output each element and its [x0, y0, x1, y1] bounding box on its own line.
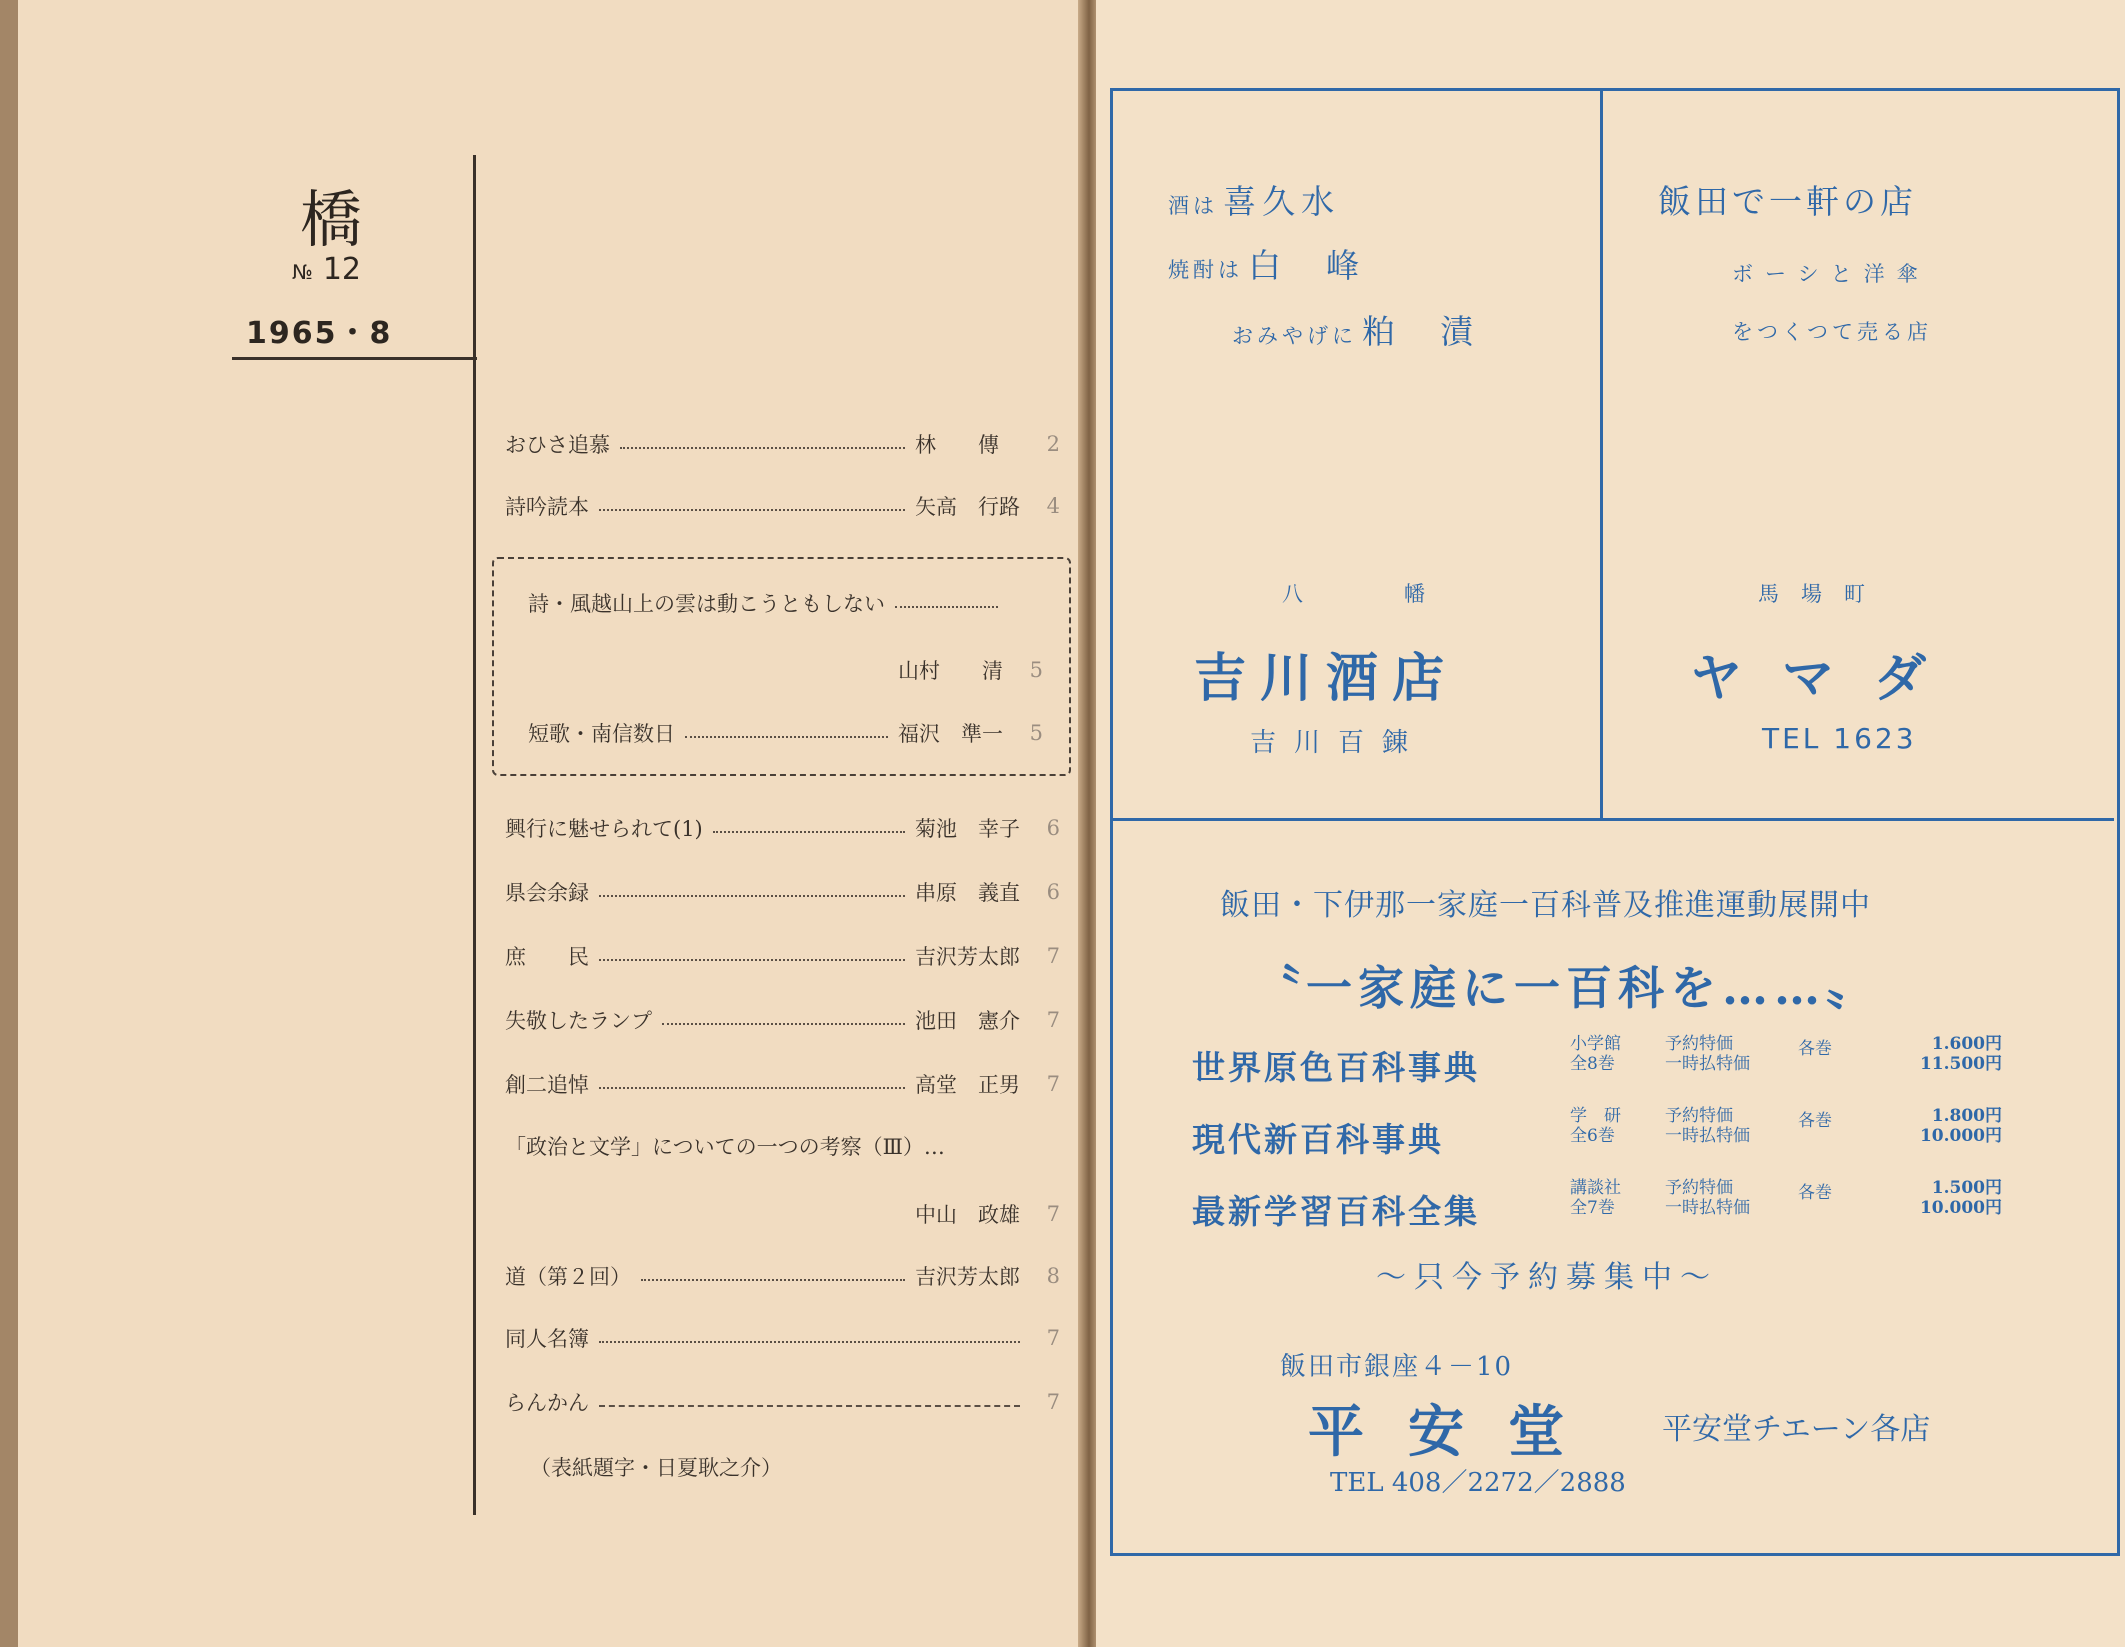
- toc-title: 道（第２回）: [505, 1265, 631, 1289]
- ad3-tel: TEL 408／2272／2888: [1330, 1468, 1626, 1498]
- issue-number: [292, 252, 361, 287]
- leader-dots: [641, 1279, 905, 1281]
- toc-author: 矢高 行路: [915, 495, 1020, 519]
- ad1-line2: [1168, 240, 1365, 287]
- toc-title: 「政治と文学」についての一つの考察（Ⅲ）…: [505, 1135, 945, 1159]
- leader-dots: [685, 736, 888, 738]
- per-volume-label: 各巻: [1798, 1111, 1832, 1131]
- toc-entry: [505, 1002, 1060, 1038]
- ad2-shop-name: ヤマダ: [1690, 648, 1967, 709]
- ad1-shop-name: 吉川酒店: [1194, 648, 1459, 709]
- ad1-line2-prefix: 焼酎は: [1168, 258, 1243, 282]
- toc-page: 4: [1046, 494, 1060, 518]
- ad3-slogan: 〝一家庭に一百科を……〟: [1254, 961, 1878, 1015]
- ad3-headline: 飯田・下伊那一家庭一百科普及推進運動展開中: [1220, 888, 1871, 923]
- prices: [1872, 1106, 2002, 1146]
- toc-author: 福沢 準一: [898, 722, 1003, 746]
- volume-count: 全7巻: [1570, 1198, 1615, 1218]
- leader-dots: [895, 606, 998, 608]
- issue-date: 1965・8: [246, 316, 393, 351]
- per-volume-label: 各巻: [1798, 1039, 1832, 1059]
- toc-title: 創二追悼: [505, 1073, 589, 1097]
- toc-title: 県会余録: [505, 881, 589, 905]
- encyclopedia-name: 現代新百科事典: [1192, 1120, 1444, 1159]
- toc-entry: [505, 874, 1060, 910]
- toc-author: 串原 義直: [915, 881, 1020, 905]
- toc-page: 7: [1046, 1008, 1060, 1032]
- toc-entry: [505, 1196, 1060, 1232]
- toc-entry: [528, 715, 1043, 751]
- toc-entry: [528, 652, 1043, 688]
- toc-author: 高堂 正男: [915, 1073, 1020, 1097]
- prices: [1872, 1034, 2002, 1074]
- ad1-line1-prefix: 酒は: [1168, 194, 1218, 218]
- toc-page: 8: [1046, 1264, 1060, 1288]
- encyclopedia-row: [1192, 1034, 2012, 1092]
- toc-entry: [505, 1320, 1060, 1356]
- encyclopedia-publisher: [1570, 1178, 1621, 1218]
- toc-entry: [505, 810, 1060, 846]
- toc-title: 庶 民: [505, 945, 589, 969]
- ad1-line1: [1168, 176, 1340, 223]
- toc-page: 5: [1029, 658, 1043, 682]
- toc-author: 池田 憲介: [915, 1009, 1020, 1033]
- toc-author: 菊池 幸子: [915, 817, 1020, 841]
- toc-page: 5: [1029, 721, 1043, 745]
- encyclopedia-name: 世界原色百科事典: [1192, 1048, 1480, 1087]
- price-label-2: 一時払特価: [1665, 1054, 1750, 1074]
- toc-page: 2: [1046, 432, 1060, 456]
- encyclopedia-name: 最新学習百科全集: [1192, 1192, 1480, 1231]
- ad3-shop-name: 平安堂: [1308, 1399, 1608, 1465]
- encyclopedia-publisher: [1570, 1034, 1621, 1074]
- ad2-tel: TEL 1623: [1762, 722, 1917, 755]
- toc-page: 7: [1046, 1202, 1060, 1226]
- toc-author: 林 傳: [915, 433, 999, 457]
- ad1-line2-name: 白 峰: [1248, 246, 1366, 285]
- price-label-1: 予約特価: [1665, 1106, 1733, 1126]
- volume-count: 全6巻: [1570, 1126, 1615, 1146]
- ad2-location: 馬場町: [1758, 582, 1887, 606]
- toc-title: 詩吟読本: [505, 495, 589, 519]
- toc-page: 6: [1046, 880, 1060, 904]
- ad1-line3: [1232, 306, 1479, 353]
- ad3-chain: 平安堂チエーン各店: [1662, 1412, 1931, 1447]
- ad2-sub2: をつくつて売る店: [1732, 320, 1932, 344]
- prices: [1872, 1178, 2002, 1218]
- issue-label: №: [292, 260, 313, 284]
- ad-divider-horizontal: [1110, 818, 2114, 821]
- encyclopedia-publisher: [1570, 1106, 1621, 1146]
- leader-dots: [599, 959, 905, 961]
- price-labels: [1665, 1034, 1750, 1074]
- toc-title: 興行に魅せられて(1): [505, 817, 703, 841]
- encyclopedia-row: [1192, 1106, 2012, 1164]
- price-labels: [1665, 1106, 1750, 1146]
- leader-dots: [599, 509, 905, 511]
- publisher-name: 講談社: [1570, 1178, 1621, 1198]
- toc-entry: [505, 1066, 1060, 1102]
- toc-page: 6: [1046, 816, 1060, 840]
- magazine-title: 橋: [300, 183, 363, 256]
- leader-dots: [620, 447, 905, 449]
- leader-dots: [662, 1023, 905, 1025]
- toc-author: 吉沢芳太郎: [915, 1265, 1020, 1289]
- toc-entry: [505, 1128, 1060, 1164]
- ad1-line3-name: 粕 漬: [1362, 312, 1480, 351]
- toc-entry: [505, 938, 1060, 974]
- leader-dots: [599, 1405, 1020, 1407]
- toc-entry: [528, 585, 1008, 621]
- ad1-line1-name: 喜久水: [1223, 182, 1341, 221]
- ad2-sub1: ボーシと洋傘: [1732, 262, 1930, 286]
- price-labels: [1665, 1178, 1750, 1218]
- toc-entry: [505, 488, 1060, 524]
- toc-page: 7: [1046, 1072, 1060, 1096]
- publisher-name: 小学館: [1570, 1034, 1621, 1054]
- price-2: 10.000円: [1919, 1126, 2002, 1146]
- ad-divider-vertical: [1600, 88, 1603, 818]
- price-1: 1.800円: [1931, 1106, 2002, 1126]
- publisher-name: 学 研: [1570, 1106, 1621, 1126]
- toc-entry: [505, 1384, 1060, 1420]
- price-label-2: 一時払特価: [1665, 1126, 1750, 1146]
- ad3-recruit: ～只今予約募集中～: [1376, 1260, 1718, 1295]
- volume-count: 全8巻: [1570, 1054, 1615, 1074]
- cover-credit: （表紙題字・日夏耿之介）: [530, 1456, 782, 1480]
- issue-value: 12: [322, 252, 361, 287]
- price-label-1: 予約特価: [1665, 1034, 1733, 1054]
- toc-page: 7: [1046, 1390, 1060, 1414]
- toc-author: 吉沢芳太郎: [915, 945, 1020, 969]
- toc-title: 短歌・南信数日: [528, 722, 675, 746]
- ad3-address: 飯田市銀座４－10: [1280, 1352, 1514, 1382]
- toc-title: 詩・風越山上の雲は動こうともしない: [528, 592, 885, 616]
- toc-title: おひさ追慕: [505, 433, 610, 457]
- leader-dots: [599, 895, 905, 897]
- toc-title: 同人名簿: [505, 1327, 589, 1351]
- toc-page: 7: [1046, 944, 1060, 968]
- toc-title: らんかん: [505, 1391, 589, 1415]
- toc-entry: [505, 426, 1060, 462]
- leader-dots: [599, 1341, 1020, 1343]
- ad1-owner: 吉川百錬: [1250, 728, 1427, 758]
- ad1-location: 八 幡: [1282, 582, 1465, 606]
- per-volume-label: 各巻: [1798, 1183, 1832, 1203]
- price-2: 10.000円: [1919, 1198, 2002, 1218]
- toc-page: 7: [1046, 1326, 1060, 1350]
- price-1: 1.500円: [1931, 1178, 2002, 1198]
- price-label-1: 予約特価: [1665, 1178, 1733, 1198]
- price-label-2: 一時払特価: [1665, 1198, 1750, 1218]
- toc-entry: [505, 1258, 1060, 1294]
- leader-dots: [713, 831, 905, 833]
- ad1-line3-prefix: おみやげに: [1232, 324, 1357, 348]
- horizontal-rule: [232, 357, 477, 360]
- toc-author: 山村 清: [898, 659, 1003, 683]
- ad2-headline: 飯田で一軒の店: [1658, 182, 1917, 221]
- toc-title: 失敬したランプ: [505, 1009, 652, 1033]
- encyclopedia-row: [1192, 1178, 2012, 1236]
- price-2: 11.500円: [1919, 1054, 2002, 1074]
- price-1: 1.600円: [1931, 1034, 2002, 1054]
- toc-author: 中山 政雄: [915, 1203, 1020, 1227]
- leader-dots: [599, 1087, 905, 1089]
